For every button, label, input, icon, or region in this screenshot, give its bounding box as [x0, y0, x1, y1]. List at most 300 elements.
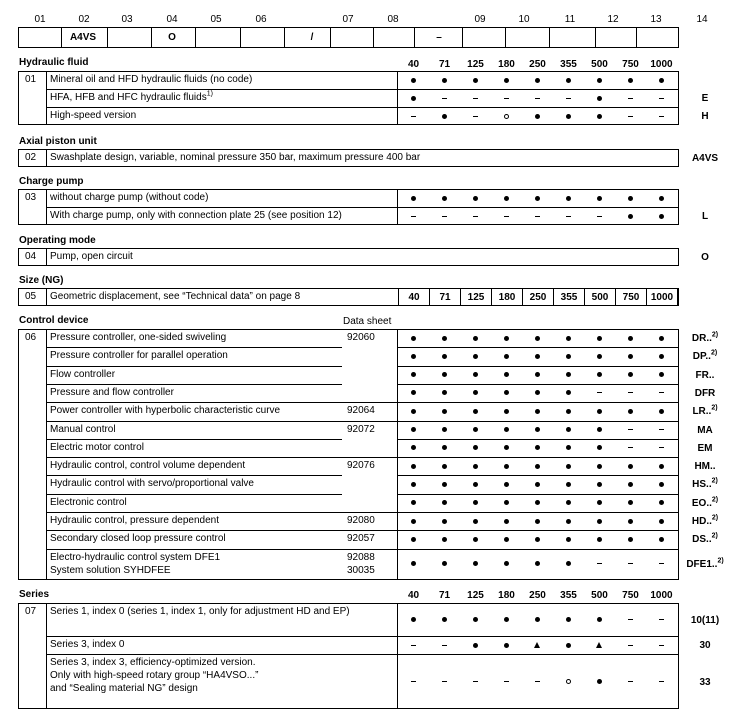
position-02: 02 — [78, 14, 90, 25]
hydraulic_fluid-row-1-mark-1000 — [646, 92, 676, 104]
section-title-series: Series — [19, 589, 50, 600]
size-description: Geometric displacement, see “Technical data” on page 8 — [50, 291, 301, 302]
row-divider — [46, 457, 679, 458]
control-row-10-datasheet: 92080 — [347, 515, 375, 526]
control-row-11-datasheet: 92057 — [347, 533, 375, 545]
control-row-12-label: Electro-hydraulic control system DFE1 — [50, 551, 221, 563]
section-number-04: 04 — [25, 251, 37, 262]
position-14: 14 — [696, 14, 708, 25]
size-header-71: 71 — [438, 59, 451, 70]
series-row-1-mark-750 — [615, 639, 645, 651]
control-row-12-mark-500 — [584, 558, 614, 570]
charge_pump-row-1-mark-750 — [615, 210, 645, 222]
hydraulic_fluid-row-0-mark-500 — [584, 74, 614, 86]
position-09: 09 — [474, 14, 486, 25]
size-header-180: 180 — [498, 590, 515, 601]
size-header-125: 125 — [467, 59, 484, 70]
control-row-7-datasheet: 92076 — [347, 460, 375, 472]
control-row-11-mark-1000 — [646, 533, 676, 545]
series-row-2-mark-500 — [584, 676, 614, 688]
series-row-0-mark-750 — [615, 614, 645, 626]
position-05: 05 — [210, 14, 222, 25]
charge_pump-row-1-code: L — [701, 211, 709, 222]
control-row-9-code: EO..$^{2)}$ — [691, 496, 719, 509]
size-header-750: 750 — [622, 590, 639, 601]
control-row-7-mark-355 — [553, 460, 583, 472]
charge_pump-row-1-mark-71 — [429, 210, 459, 222]
charge_pump-row-1-mark-500 — [584, 210, 614, 222]
hydraulic_fluid-row-1-mark-250 — [522, 92, 552, 104]
control-row-0-mark-180 — [491, 332, 521, 344]
hydraulic_fluid-row-1-mark-125 — [460, 92, 490, 104]
control-row-6-mark-355 — [553, 442, 583, 454]
control-row-8-mark-355 — [553, 478, 583, 490]
size-header-1000: 1000 — [650, 59, 673, 70]
row-divider — [46, 384, 342, 385]
row-divider — [46, 636, 679, 637]
position-13: 13 — [650, 14, 662, 25]
series-row-0-mark-40 — [398, 614, 428, 626]
section-title-size: Size (NG) — [19, 275, 64, 286]
hydraulic_fluid-row-1-mark-40 — [398, 92, 428, 104]
hydraulic_fluid-row-0-mark-40 — [398, 74, 428, 86]
series-row-2-mark-355 — [553, 676, 583, 688]
column-divider — [549, 27, 550, 48]
control-row-6-mark-71 — [429, 442, 459, 454]
series-row-0-mark-125 — [460, 614, 490, 626]
axial-piston-description: Swashplate design, variable, nominal pressure 350 bar, maximum pressure 400 bar — [50, 152, 421, 163]
control-row-1-mark-71 — [429, 350, 459, 362]
control-row-8-code: HS..$^{2)}$ — [692, 478, 718, 491]
position-12: 12 — [607, 14, 619, 25]
hydraulic_fluid-row-1-mark-355 — [553, 92, 583, 104]
charge_pump-row-1-label: With charge pump, only with connection plate 25 (see position 12) — [50, 210, 342, 221]
control-row-12-mark-125 — [460, 558, 490, 570]
row-divider — [46, 439, 342, 440]
size-header-355: 355 — [560, 590, 577, 601]
code-cell-09: – — [436, 32, 442, 43]
control-row-2-label: Flow controller — [50, 368, 116, 380]
size-header-750: 750 — [622, 59, 639, 70]
series-row-2-mark-71 — [429, 676, 459, 688]
control-row-10-mark-250 — [522, 515, 552, 527]
size-box-125-value: 125 — [467, 292, 485, 303]
control-row-1-mark-250 — [522, 350, 552, 362]
control-row-11-mark-355 — [553, 533, 583, 545]
control-row-0-mark-500 — [584, 332, 614, 344]
control-row-4-mark-71 — [429, 405, 459, 417]
control-row-7-label: Hydraulic control, control volume dependent — [50, 460, 246, 472]
charge_pump-row-0-label: without charge pump (without code) — [50, 192, 209, 203]
control-row-0-datasheet: 92060 — [347, 332, 375, 343]
divider — [46, 288, 47, 306]
control-row-10-mark-500 — [584, 515, 614, 527]
series-row-1-mark-71 — [429, 639, 459, 651]
control-row-10-mark-750 — [615, 515, 645, 527]
series-row-1-mark-125 — [460, 639, 490, 651]
section-title-hydraulic-fluid: Hydraulic fluid — [19, 57, 89, 68]
control-row-3-mark-1000 — [646, 387, 676, 399]
hydraulic_fluid-row-2-mark-71 — [429, 110, 459, 122]
section-number-03: 03 — [25, 192, 37, 203]
control-row-9-label: Electronic control — [50, 496, 127, 508]
control-row-6-mark-750 — [615, 442, 645, 454]
size-box-355-value: 355 — [560, 292, 578, 303]
row-divider — [46, 530, 679, 531]
ordering-code-boxes — [18, 27, 679, 48]
control-row-8-mark-250 — [522, 478, 552, 490]
size-box-750-value: 750 — [622, 292, 640, 303]
control-row-1-mark-125 — [460, 350, 490, 362]
control-row-0-mark-750 — [615, 332, 645, 344]
charge_pump-row-0-mark-71 — [429, 192, 459, 204]
position-07: 07 — [342, 14, 354, 25]
control-row-10-mark-180 — [491, 515, 521, 527]
divider — [46, 248, 47, 266]
control-row-5-mark-125 — [460, 424, 490, 436]
control-row-2-mark-71 — [429, 369, 459, 381]
column-divider — [373, 27, 374, 48]
charge_pump-row-0-mark-40 — [398, 192, 428, 204]
column-divider — [462, 27, 463, 48]
control-row-0-mark-125 — [460, 332, 490, 344]
series-row-2-code: 33 — [699, 676, 711, 688]
control-row-4-mark-500 — [584, 405, 614, 417]
control-row-2-mark-40 — [398, 369, 428, 381]
series-row-0-mark-250 — [522, 614, 552, 626]
series-row-1-mark-355 — [553, 639, 583, 651]
charge_pump-row-0-mark-250 — [522, 192, 552, 204]
position-08: 08 — [387, 14, 399, 25]
section-title-axial-piston-unit: Axial piston unit — [19, 136, 97, 147]
size-header-180: 180 — [498, 59, 515, 70]
control-row-11-mark-500 — [584, 533, 614, 545]
size-header-40: 40 — [407, 59, 420, 70]
row-divider — [397, 366, 679, 367]
control-row-4-mark-250 — [522, 405, 552, 417]
hydraulic_fluid-row-0-label: Mineral oil and HFD hydraulic fluids (no code) — [50, 74, 253, 85]
control-row-6-mark-1000 — [646, 442, 676, 454]
row-divider — [46, 549, 679, 550]
control-row-7-mark-750 — [615, 460, 645, 472]
operating-mode-description: Pump, open circuit — [50, 251, 133, 262]
control-row-11-mark-125 — [460, 533, 490, 545]
hydraulic_fluid-row-0-mark-1000 — [646, 74, 676, 86]
size-box-1000-value: 1000 — [650, 292, 674, 303]
control-row-5-mark-71 — [429, 424, 459, 436]
control-row-2-mark-750 — [615, 369, 645, 381]
hydraulic_fluid-row-1-code: E — [701, 93, 709, 104]
control-row-9-mark-180 — [491, 497, 521, 509]
row-divider — [397, 384, 679, 385]
size-header-500: 500 — [591, 590, 608, 601]
control-row-6-label: Electric motor control — [50, 441, 144, 453]
series-row-1-code: 30 — [699, 640, 711, 651]
row-divider — [397, 475, 679, 476]
control-row-11-mark-750 — [615, 533, 645, 545]
control-row-7-mark-71 — [429, 460, 459, 472]
size-box-250-value: 250 — [529, 292, 547, 303]
control-row-3-mark-750 — [615, 387, 645, 399]
column-divider — [46, 603, 47, 709]
control-row-8-mark-40 — [398, 478, 428, 490]
control-row-1-mark-1000 — [646, 350, 676, 362]
row-divider — [46, 366, 342, 367]
section-title-charge-pump: Charge pump — [19, 176, 84, 187]
control-row-0-mark-71 — [429, 332, 459, 344]
control-row-1-code: DP..$^{2)}$ — [692, 349, 718, 363]
data-sheet-header: Data sheet — [343, 316, 392, 327]
hydraulic_fluid-row-2-code: H — [701, 111, 709, 122]
charge_pump-row-1-mark-1000 — [646, 210, 676, 222]
control-row-12-mark-355 — [553, 558, 583, 570]
control-row-6-mark-180 — [491, 442, 521, 454]
control-row-11-mark-40 — [398, 533, 428, 545]
control-row-4-mark-750 — [615, 405, 645, 417]
control-row-8-mark-125 — [460, 478, 490, 490]
row-divider — [46, 475, 342, 476]
series-row-0-mark-500 — [584, 614, 614, 626]
code-cell-07: / — [310, 32, 314, 43]
hydraulic_fluid-row-2-mark-355 — [553, 110, 583, 122]
control-row-4-code: LR..$^{2)}$ — [692, 404, 718, 418]
control-row-11-mark-180 — [491, 533, 521, 545]
control-row-9-mark-750 — [615, 497, 645, 509]
column-divider — [46, 329, 47, 580]
code-axial-piston: A4VS — [691, 153, 719, 164]
hydraulic_fluid-row-0-mark-750 — [615, 74, 645, 86]
control-row-3-mark-40 — [398, 387, 428, 399]
control-row-1-mark-750 — [615, 350, 645, 362]
control-row-12-datasheet-2: 30035 — [347, 564, 375, 576]
position-03: 03 — [121, 14, 133, 25]
control-row-5-datasheet: 92072 — [347, 423, 375, 435]
control-row-8-mark-1000 — [646, 478, 676, 490]
hydraulic_fluid-row-0-mark-125 — [460, 74, 490, 86]
control-row-12-mark-250 — [522, 558, 552, 570]
section-title-operating-mode: Operating mode — [19, 235, 96, 246]
control-row-3-mark-180 — [491, 387, 521, 399]
size-header-125: 125 — [467, 590, 484, 601]
series-row-1-line-0: Series 3, index 0 — [50, 639, 125, 650]
series-row-2-mark-125 — [460, 676, 490, 688]
control-row-5-mark-180 — [491, 424, 521, 436]
hydraulic_fluid-row-0-mark-355 — [553, 74, 583, 86]
hydraulic_fluid-row-1-mark-71 — [429, 92, 459, 104]
control-row-7-mark-125 — [460, 460, 490, 472]
section-number-01: 01 — [25, 74, 37, 85]
control-row-8-mark-750 — [615, 478, 645, 490]
control-row-4-datasheet: 92064 — [347, 405, 375, 417]
control-row-12-mark-40 — [398, 558, 428, 570]
control-row-2-mark-125 — [460, 369, 490, 381]
control-row-2-mark-500 — [584, 369, 614, 381]
size-header-71: 71 — [438, 590, 451, 601]
series-row-1-mark-180 — [491, 639, 521, 651]
control-row-10-mark-71 — [429, 515, 459, 527]
control-row-12-mark-71 — [429, 558, 459, 570]
hydraulic_fluid-row-1-mark-750 — [615, 92, 645, 104]
row-divider — [46, 654, 679, 655]
control-row-0-label: Pressure controller, one-sided swiveling — [50, 332, 227, 343]
column-divider — [330, 27, 331, 48]
control-row-3-mark-355 — [553, 387, 583, 399]
row-divider — [46, 402, 679, 403]
series-row-0-line-0: Series 1, index 0 (series 1, index 1, only for adjustment HD and EP) — [50, 606, 350, 617]
charge_pump-row-0-mark-1000 — [646, 192, 676, 204]
row-divider — [46, 207, 679, 208]
control-row-11-mark-71 — [429, 533, 459, 545]
hydraulic_fluid-row-2-mark-750 — [615, 110, 645, 122]
control-row-6-code: EM — [697, 442, 713, 454]
control-row-9-mark-71 — [429, 497, 459, 509]
charge_pump-row-1-mark-355 — [553, 210, 583, 222]
section-number-06: 06 — [25, 332, 37, 343]
column-divider — [195, 27, 196, 48]
control-row-7-mark-180 — [491, 460, 521, 472]
series-row-2-line-0: Series 3, index 3, efficiency-optimized version. — [50, 657, 256, 668]
charge_pump-row-0-mark-125 — [460, 192, 490, 204]
size-header-250: 250 — [529, 59, 546, 70]
control-row-8-mark-71 — [429, 478, 459, 490]
control-row-10-mark-355 — [553, 515, 583, 527]
control-row-12-mark-180 — [491, 558, 521, 570]
control-row-7-mark-1000 — [646, 460, 676, 472]
hydraulic_fluid-row-2-label: High-speed version — [50, 110, 137, 121]
row-divider — [46, 494, 342, 495]
control-row-10-label: Hydraulic control, pressure dependent — [50, 515, 219, 526]
hydraulic_fluid-row-1-mark-180 — [491, 92, 521, 104]
size-header-355: 355 — [560, 59, 577, 70]
column-divider — [414, 27, 415, 48]
hydraulic_fluid-row-0-mark-250 — [522, 74, 552, 86]
size-header-40: 40 — [407, 590, 420, 601]
control-row-2-code: FR.. — [695, 369, 715, 381]
row-divider — [46, 347, 342, 348]
row-divider — [46, 107, 679, 108]
control-row-5-mark-500 — [584, 424, 614, 436]
control-row-3-mark-71 — [429, 387, 459, 399]
control-row-0-mark-355 — [553, 332, 583, 344]
control-row-11-mark-250 — [522, 533, 552, 545]
hydraulic_fluid-row-2-mark-250 — [522, 110, 552, 122]
position-10: 10 — [518, 14, 530, 25]
control-row-4-mark-355 — [553, 405, 583, 417]
control-row-3-mark-125 — [460, 387, 490, 399]
row-divider — [46, 512, 679, 513]
control-row-8-label: Hydraulic control with servo/proportional valve — [50, 478, 254, 490]
control-row-6-mark-500 — [584, 442, 614, 454]
control-row-8-mark-500 — [584, 478, 614, 490]
control-row-3-label: Pressure and flow controller — [50, 386, 174, 398]
control-row-7-mark-500 — [584, 460, 614, 472]
control-row-3-mark-500 — [584, 387, 614, 399]
control-row-3-code: DFR — [694, 387, 716, 399]
control-row-1-label: Pressure controller for parallel operation — [50, 350, 228, 362]
column-divider — [107, 27, 108, 48]
control-row-5-label: Manual control — [50, 423, 116, 435]
control-row-2-mark-250 — [522, 369, 552, 381]
code-cell-04: O — [168, 32, 176, 43]
hydraulic_fluid-row-2-mark-180 — [491, 110, 521, 122]
code-cell-02: A4VS — [69, 32, 97, 43]
control-row-12-code: DFE1..$^{2)}$ — [686, 557, 724, 570]
control-row-5-mark-750 — [615, 424, 645, 436]
control-row-9-mark-250 — [522, 497, 552, 509]
control-row-10-code: HD..$^{2)}$ — [691, 514, 719, 527]
control-row-10-mark-125 — [460, 515, 490, 527]
column-divider — [240, 27, 241, 48]
control-row-12-mark-750 — [615, 558, 645, 570]
charge_pump-row-1-mark-180 — [491, 210, 521, 222]
series-row-2-mark-40 — [398, 676, 428, 688]
section-title-control-device: Control device — [19, 315, 89, 326]
charge_pump-row-0-mark-500 — [584, 192, 614, 204]
control-row-7-code: HM.. — [694, 461, 716, 473]
series-row-2-mark-750 — [615, 676, 645, 688]
series-row-1-mark-1000 — [646, 639, 676, 651]
section-number-02: 02 — [25, 152, 37, 163]
control-row-9-mark-40 — [398, 497, 428, 509]
size-header-250: 250 — [529, 590, 546, 601]
section-number-07: 07 — [25, 606, 37, 617]
charge_pump-row-1-mark-40 — [398, 210, 428, 222]
charge_pump-row-0-mark-355 — [553, 192, 583, 204]
charge_pump-row-1-mark-125 — [460, 210, 490, 222]
control-row-2-mark-1000 — [646, 369, 676, 381]
control-row-7-mark-250 — [522, 460, 552, 472]
control-row-2-mark-355 — [553, 369, 583, 381]
size-box-500-value: 500 — [591, 292, 609, 303]
control-row-9-mark-1000 — [646, 497, 676, 509]
divider — [46, 149, 47, 167]
series-row-1-mark-40 — [398, 639, 428, 651]
size-box-180-value: 180 — [498, 292, 516, 303]
control-row-10-mark-1000 — [646, 515, 676, 527]
hydraulic_fluid-row-2-mark-1000 — [646, 110, 676, 122]
series-row-0-mark-180 — [491, 614, 521, 626]
control-row-4-mark-40 — [398, 405, 428, 417]
hydraulic_fluid-row-2-mark-125 — [460, 110, 490, 122]
control-row-1-mark-355 — [553, 350, 583, 362]
size-header-1000: 1000 — [650, 590, 673, 601]
series-row-0-mark-1000 — [646, 614, 676, 626]
column-divider — [595, 27, 596, 48]
control-row-0-mark-250 — [522, 332, 552, 344]
control-row-11-label: Secondary closed loop pressure control — [50, 533, 226, 545]
control-row-1-mark-180 — [491, 350, 521, 362]
series-row-2-line-2: and “Sealing material NG” design — [50, 683, 198, 694]
control-row-7-mark-40 — [398, 460, 428, 472]
control-row-5-code: MA — [697, 424, 713, 436]
hydraulic_fluid-row-2-mark-500 — [584, 110, 614, 122]
size-box-71-value: 71 — [439, 292, 451, 303]
control-row-6-mark-250 — [522, 442, 552, 454]
control-row-3-mark-250 — [522, 387, 552, 399]
charge_pump-row-0-mark-750 — [615, 192, 645, 204]
control-row-11-code: DS..$^{2)}$ — [692, 532, 718, 546]
hydraulic_fluid-row-1-label: HFA, HFB and HFC hydraulic fluids$^{1)}$ — [50, 90, 213, 103]
control-row-8-mark-180 — [491, 478, 521, 490]
row-divider — [397, 439, 679, 440]
control-row-6-mark-125 — [460, 442, 490, 454]
column-divider — [284, 27, 285, 48]
size-box-40-value: 40 — [408, 292, 420, 303]
control-row-9-mark-125 — [460, 497, 490, 509]
series-row-0-mark-71 — [429, 614, 459, 626]
column-divider — [636, 27, 637, 48]
control-row-5-mark-355 — [553, 424, 583, 436]
